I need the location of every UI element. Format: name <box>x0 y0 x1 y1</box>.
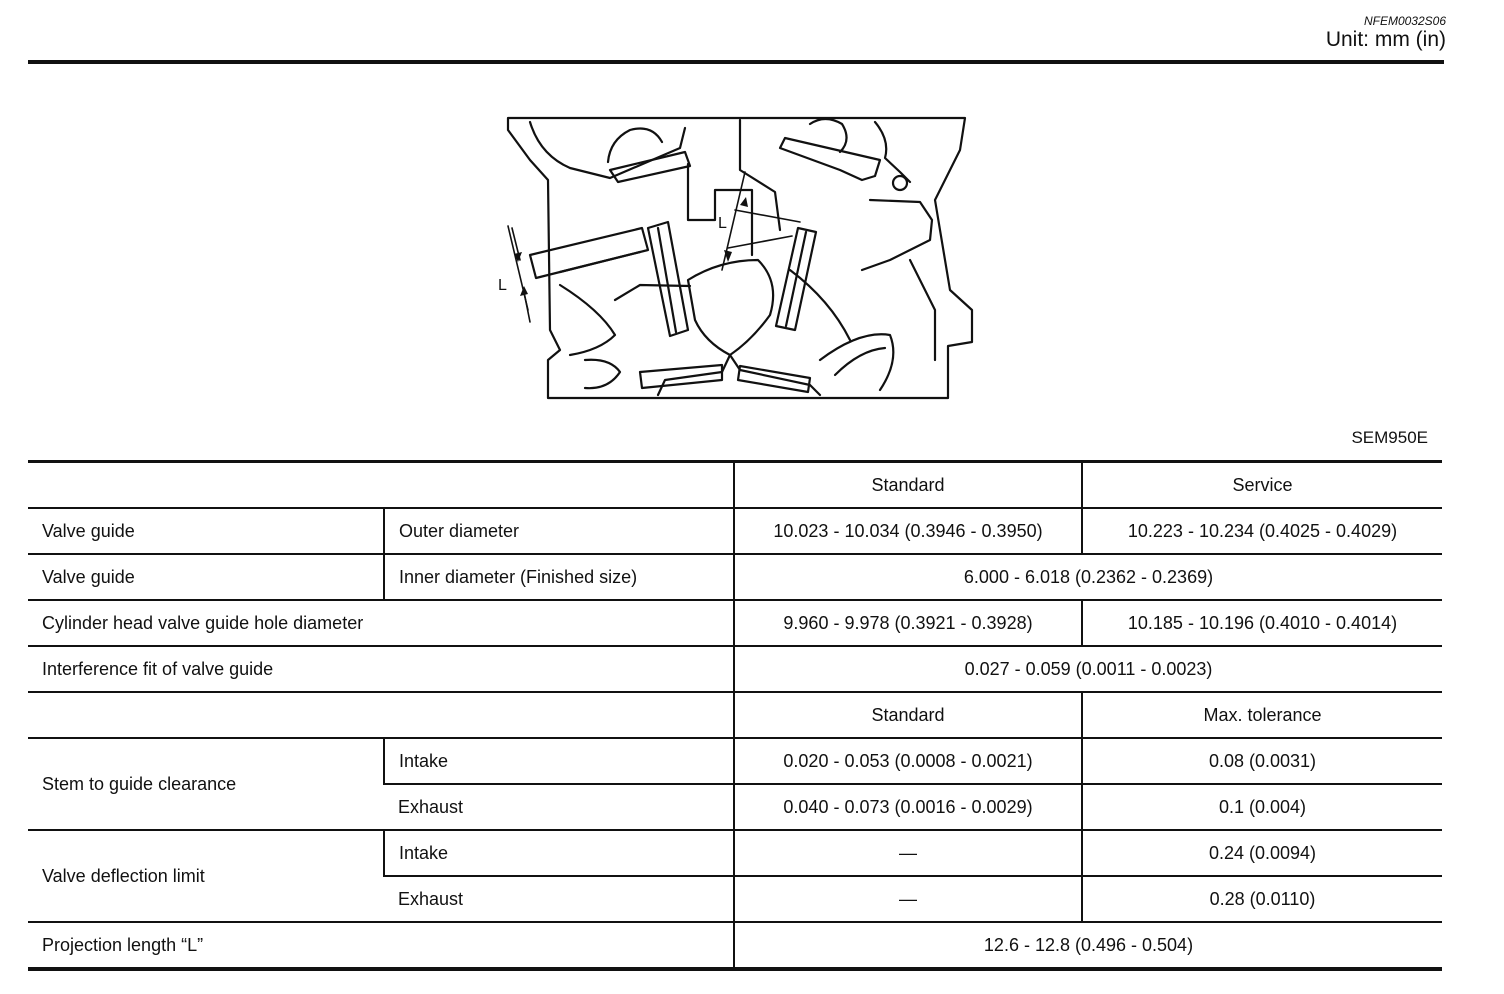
header-standard: Standard <box>734 462 1082 509</box>
row-item: Cylinder head valve guide hole diameter <box>28 600 734 646</box>
dimension-label-left: L <box>498 277 507 294</box>
row-item: Interference fit of valve guide <box>28 646 734 692</box>
document-code: NFEM0032S06 <box>1363 14 1446 28</box>
table-row <box>28 830 1442 876</box>
standard-value: 0.040 - 0.073 (0.0016 - 0.0029) <box>734 784 1082 830</box>
service-value: 10.223 - 10.234 (0.4025 - 0.4029) <box>1082 508 1442 554</box>
standard-value: 9.960 - 9.978 (0.3921 - 0.3928) <box>734 600 1082 646</box>
row-item: Stem to guide clearance <box>28 738 384 830</box>
standard-value: — <box>734 830 1082 876</box>
dimension-label-center: L <box>718 215 727 232</box>
max-tolerance-value: 0.24 (0.0094) <box>1082 830 1442 876</box>
row-item: Valve deflection limit <box>28 830 384 922</box>
table-row <box>28 508 1442 554</box>
row-item: Valve guide <box>28 508 384 554</box>
standard-value: 0.020 - 0.053 (0.0008 - 0.0021) <box>734 738 1082 784</box>
table-row <box>28 738 1442 784</box>
max-tolerance-value: 0.28 (0.0110) <box>1082 876 1442 922</box>
standard-value: 10.023 - 10.034 (0.3946 - 0.3950) <box>734 508 1082 554</box>
row-subitem: Intake <box>384 738 734 784</box>
merged-value: 0.027 - 0.059 (0.0011 - 0.0023) <box>734 646 1442 692</box>
subheader-empty-cell <box>28 692 734 738</box>
table-row <box>28 554 1442 600</box>
row-item: Valve guide <box>28 554 384 600</box>
subheader-standard: Standard <box>734 692 1082 738</box>
table-row <box>28 646 1442 692</box>
row-subitem: Inner diameter (Finished size) <box>384 554 734 600</box>
max-tolerance-value: 0.08 (0.0031) <box>1082 738 1442 784</box>
row-item: Projection length “L” <box>28 922 734 969</box>
row-subitem: Intake <box>384 830 734 876</box>
standard-value: — <box>734 876 1082 922</box>
merged-value: 12.6 - 12.8 (0.496 - 0.504) <box>734 922 1442 969</box>
cylinder-head-drawing <box>490 110 980 410</box>
merged-value: 6.000 - 6.018 (0.2362 - 0.2369) <box>734 554 1442 600</box>
max-tolerance-value: 0.1 (0.004) <box>1082 784 1442 830</box>
valve-guide-spec-table <box>28 460 1442 971</box>
table-row <box>28 600 1442 646</box>
row-subitem: Exhaust <box>384 784 734 830</box>
row-subitem: Exhaust <box>384 876 734 922</box>
subheader-max-tolerance: Max. tolerance <box>1082 692 1442 738</box>
header-empty-cell <box>28 462 734 509</box>
top-rule <box>28 60 1444 64</box>
table-row <box>28 922 1442 969</box>
unit-label: Unit: mm (in) <box>1325 28 1446 51</box>
figure-code: SEM950E <box>1351 428 1428 447</box>
row-subitem: Outer diameter <box>384 508 734 554</box>
cylinder-head-figure <box>490 110 980 410</box>
header-service: Service <box>1082 462 1442 509</box>
table-header-row <box>28 462 1442 509</box>
service-value: 10.185 - 10.196 (0.4010 - 0.4014) <box>1082 600 1442 646</box>
table-subheader-row <box>28 692 1442 738</box>
